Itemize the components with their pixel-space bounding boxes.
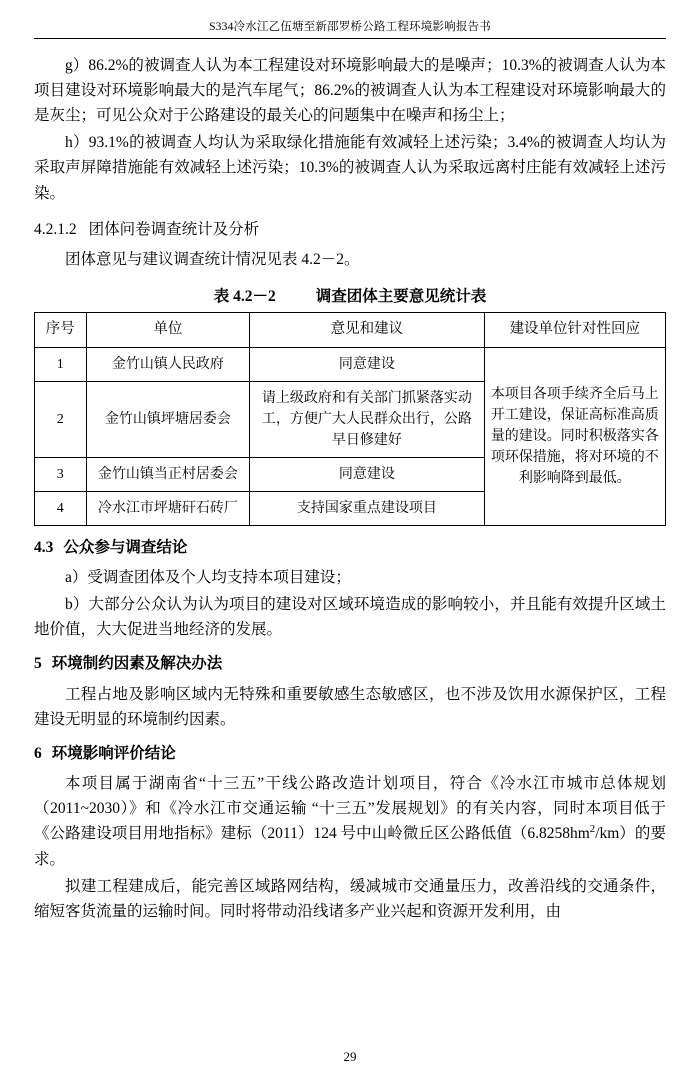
section-4-3-item-a: a）受调查团体及个人均支持本项目建设； [65,569,351,587]
section-title: 环境影响评价结论 [51,744,176,762]
cell-unit: 金竹山镇人民政府 [86,347,250,381]
page-number: 29 [343,1049,357,1064]
section-heading-4-3 [34,536,666,559]
cell-opinion: 同意建设 [250,457,484,491]
cell-opinion: 同意建设 [250,347,484,381]
table-caption-label: 表 4.2－2 [213,288,276,306]
table-caption [34,284,666,306]
cell-opinion: 请上级政府和有关部门抓紧落实动工，方便广大人民群众出行，公路早日修建好 [250,381,484,457]
section-heading-6 [34,742,666,765]
page-header: S334冷水江乙伍塘至新邵罗桥公路工程环境影响报告书 [34,18,666,39]
section-number: 4.3 [34,538,54,556]
cell-opinion: 支持国家重点建设项目 [250,491,484,525]
section-6-p1-part2: /km）的要求。 [34,825,666,868]
cell-no: 4 [35,491,87,525]
section-6-paragraph-2: 拟建工程建成后，能完善区域路网结构，缓减城市交通量压力，改善沿线的交通条件，缩短客货流量的运输时间。同时将带动沿线诸多产业兴起和资源开发利用，由 [34,877,666,920]
cell-unit: 金竹山镇当正村居委会 [86,457,250,491]
section-number: 6 [34,744,42,762]
section-heading-4-2-1-2 [34,218,666,241]
section-title: 环境制约因素及解决办法 [51,655,223,673]
survey-opinion-table [34,312,666,526]
section-6-p1-part1: 本项目属于湖南省“十三五”干线公路改造计划项目，符合《冷水江市城市总体规划（2011~2030）》和《冷水江市交通运输 “十三五”发展规划》的有关内容，同时本项目低于《公路建设项目用地指标》建标（2011）124 号中山岭微丘区公路低值（6.8258hm [34,775,666,843]
section-4-3-item-b: b）大部分公众认为认为项目的建设对区域环境造成的影响较小，并且能有效提升区域土地价值，大大促进当地经济的发展。 [34,596,666,639]
section-4-2-1-2-body: 团体意见与建议调查统计情况见表 4.2－2。 [65,250,360,268]
column-header-unit: 单位 [86,313,250,348]
section-number: 5 [34,655,42,673]
section-title: 公众参与调查结论 [63,538,188,556]
paragraph-h: h）93.1%的被调查人均认为采取绿化措施能有效减轻上述污染；3.4%的被调查人均认为采取声屏障措施能有效减轻上述污染；10.3%的被调查人认为采取远离村庄能有效减轻上述污染。 [34,134,666,202]
cell-unit: 冷水江市坪塘矸石砖厂 [86,491,250,525]
table-row [35,347,666,381]
cell-unit: 金竹山镇坪塘居委会 [86,381,250,457]
cell-response: 本项目各项手续齐全后马上开工建设，保证高标准高质量的建设。同时积极落实各项环保措施，将对环境的不利影响降到最低。 [484,347,665,525]
section-title: 团体问卷调查统计及分析 [88,220,260,238]
section-number: 4.2.1.2 [34,220,77,238]
table-caption-title: 调查团体主要意见统计表 [315,288,487,306]
section-6-p1-superscript: 2 [589,823,596,836]
section-6-paragraph-1 [34,771,666,872]
section-heading-5 [34,652,666,675]
column-header-opinion: 意见和建议 [250,313,484,348]
table-header-row [35,313,666,348]
column-header-response: 建设单位针对性回应 [484,313,665,348]
cell-no: 2 [35,381,87,457]
paragraph-g: g）86.2%的被调查人认为本工程建设对环境影响最大的是噪声；10.3%的被调查人认为本项目建设对环境影响最大的是汽车尾气；86.2%的被调查人认为本工程建设对环境影响最大的是灰尘；可见公众对于公路建设的最关心的问题集中在噪声和扬尘上； [34,57,666,125]
cell-no: 1 [35,347,87,381]
section-5-body: 工程占地及影响区域内无特殊和重要敏感生态敏感区，也不涉及饮用水源保护区，工程建设无明显的环境制约因素。 [34,685,666,728]
cell-no: 3 [35,457,87,491]
column-header-no: 序号 [35,313,87,348]
